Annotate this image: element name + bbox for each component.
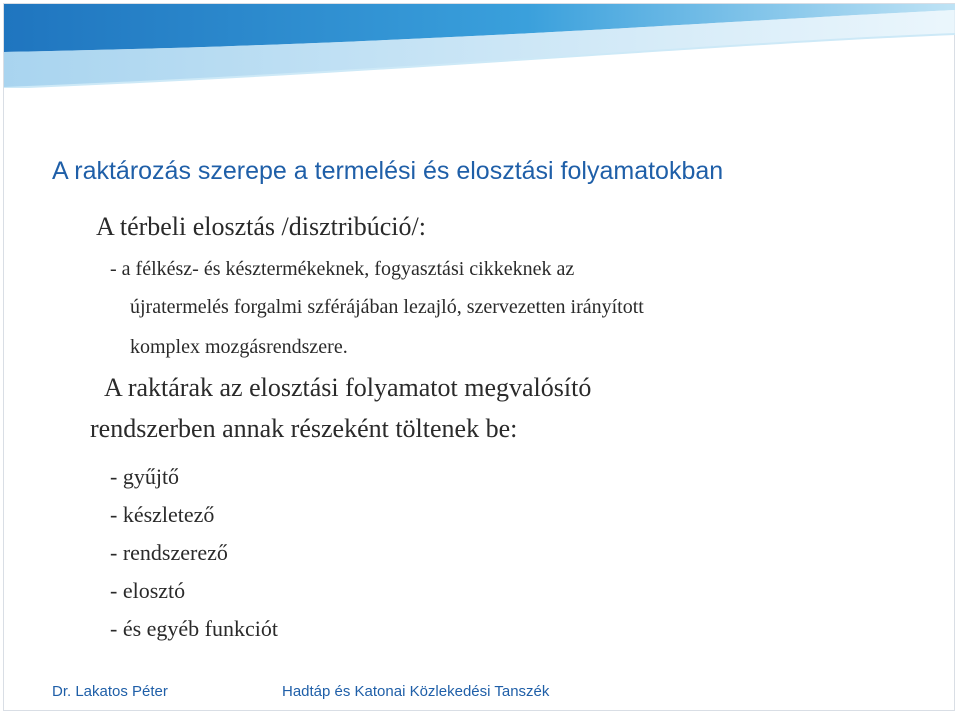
footer-department: Hadtáp és Katonai Közlekedési Tanszék [282,683,550,700]
function-list-item: - elosztó [110,578,186,603]
paragraph-line-2: rendszerben annak részeként töltenek be: [90,414,518,443]
slide-title: A raktározás szerepe a termelési és elosztási folyamatokban [52,157,724,185]
function-list-item: - és egyéb funkciót [110,616,278,641]
function-list-item: - rendszerező [110,540,228,565]
paragraph-line-1: A raktárak az elosztási folyamatot megvalósító [104,373,592,402]
definition-line-1: - a félkész- és késztermékeknek, fogyasztási cikkeknek az [110,258,575,280]
definition-line-2: újratermelés forgalmi szférájában lezajló, szervezetten irányított [130,296,644,318]
definition-line-3: komplex mozgásrendszere. [130,336,348,358]
function-list-item: - gyűjtő [110,464,180,489]
footer-author: Dr. Lakatos Péter [52,683,168,700]
decorative-header-band [4,4,955,88]
function-list-item: - készletező [110,502,215,527]
section-heading: A térbeli elosztás /disztribúció/: [96,212,426,241]
